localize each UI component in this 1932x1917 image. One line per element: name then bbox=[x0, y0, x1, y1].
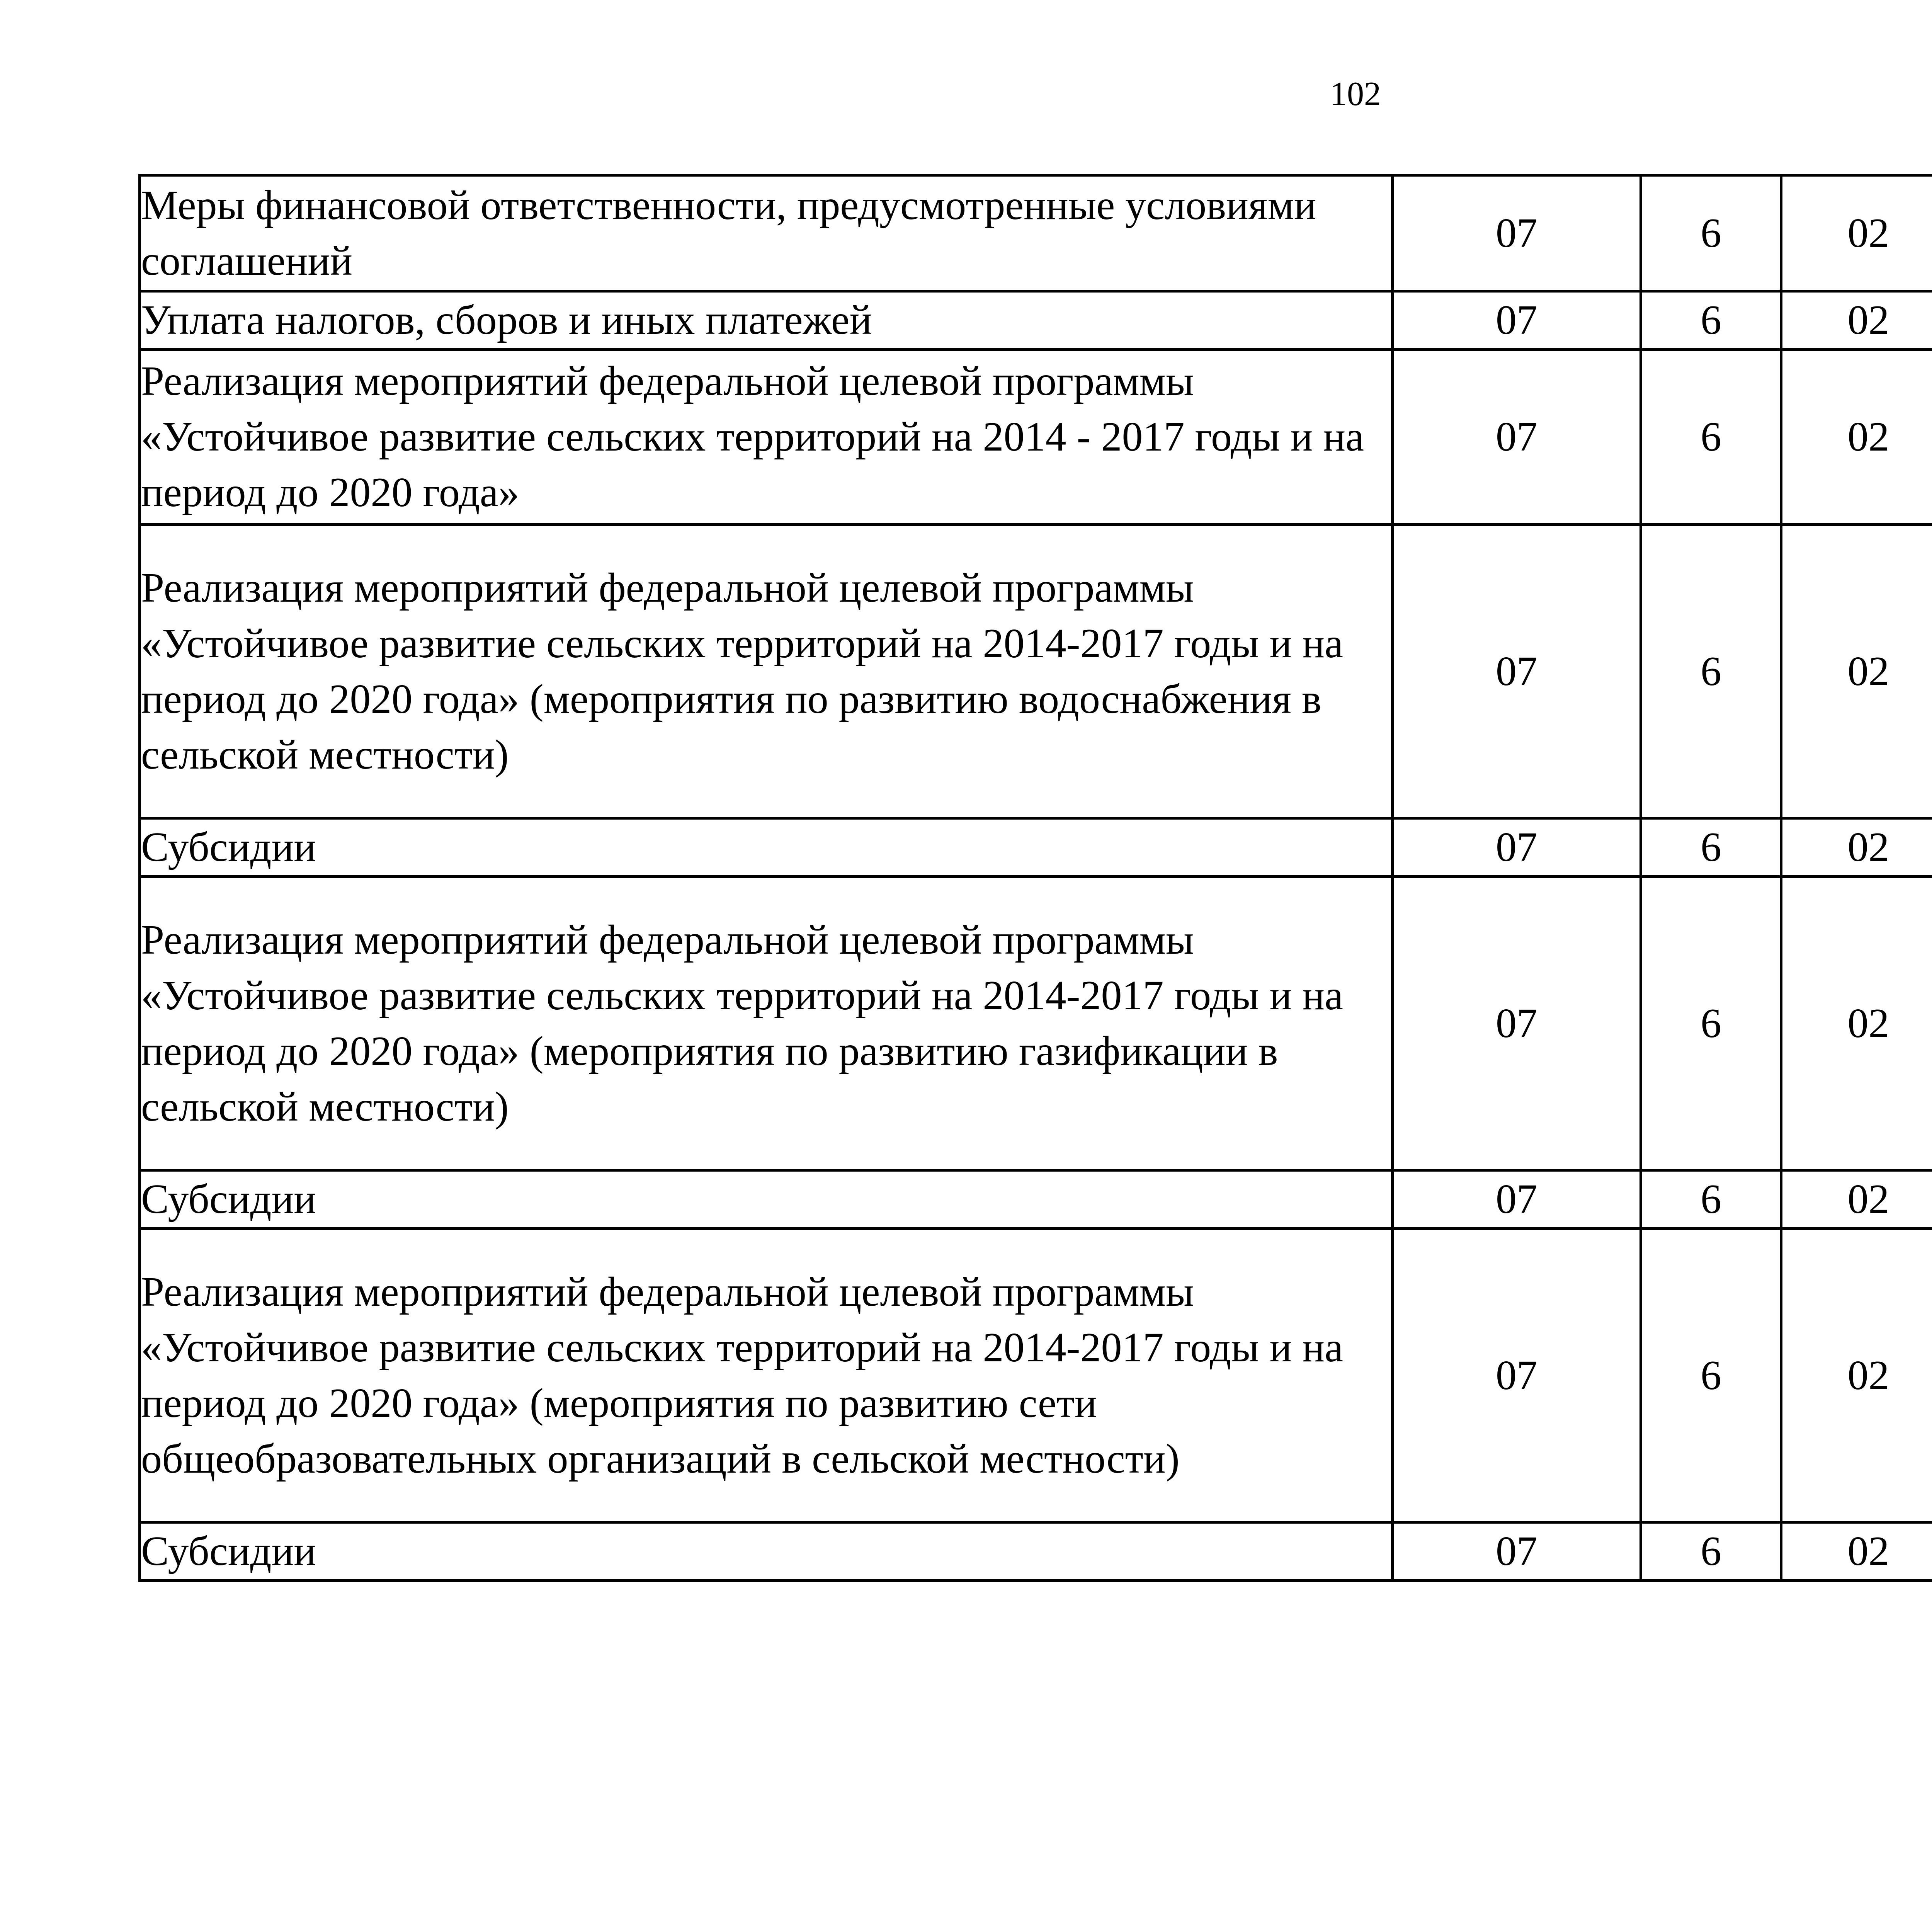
budget-table bbox=[138, 174, 1932, 1582]
row-section: 07 bbox=[1393, 525, 1641, 818]
row-program: 6 bbox=[1641, 1170, 1781, 1229]
table-row bbox=[140, 877, 1932, 1170]
row-subprogram: 02 bbox=[1781, 877, 1932, 1170]
row-program: 6 bbox=[1641, 291, 1781, 350]
row-subprogram: 02 bbox=[1781, 525, 1932, 818]
row-subprogram: 02 bbox=[1781, 175, 1932, 291]
page-number: 102 bbox=[1330, 75, 1381, 113]
row-name: Уплата налогов, сборов и иных платежей bbox=[140, 291, 1393, 350]
table-row bbox=[140, 1229, 1932, 1522]
row-section: 07 bbox=[1393, 1522, 1641, 1581]
row-section: 07 bbox=[1393, 175, 1641, 291]
row-section: 07 bbox=[1393, 1170, 1641, 1229]
row-name: Реализация мероприятий федеральной целевой программы «Устойчивое развитие сельских территорий на 2014 - 2017 годы и на период до 2020 года» bbox=[140, 350, 1393, 525]
row-section: 07 bbox=[1393, 291, 1641, 350]
table-row bbox=[140, 1522, 1932, 1581]
row-program: 6 bbox=[1641, 525, 1781, 818]
row-name: Реализация мероприятий федеральной целевой программы «Устойчивое развитие сельских территорий на 2014-2017 годы и на период до 2020 года» (мероприятия по развитию водоснабжения в сельской местности) bbox=[140, 525, 1393, 818]
row-subprogram: 02 bbox=[1781, 818, 1932, 877]
table-row bbox=[140, 291, 1932, 350]
row-section: 07 bbox=[1393, 350, 1641, 525]
row-section: 07 bbox=[1393, 877, 1641, 1170]
row-program: 6 bbox=[1641, 1522, 1781, 1581]
row-section: 07 bbox=[1393, 818, 1641, 877]
row-name: Реализация мероприятий федеральной целевой программы «Устойчивое развитие сельских территорий на 2014-2017 годы и на период до 2020 года» (мероприятия по развитию сети общеобразовательных организаций в сельской местности) bbox=[140, 1229, 1393, 1522]
row-subprogram: 02 bbox=[1781, 1522, 1932, 1581]
row-subprogram: 02 bbox=[1781, 1170, 1932, 1229]
table-row bbox=[140, 525, 1932, 818]
row-program: 6 bbox=[1641, 877, 1781, 1170]
row-program: 6 bbox=[1641, 350, 1781, 525]
table-row bbox=[140, 818, 1932, 877]
table-row bbox=[140, 1170, 1932, 1229]
table-row bbox=[140, 350, 1932, 525]
row-program: 6 bbox=[1641, 175, 1781, 291]
row-name: Меры финансовой ответственности, предусмотренные условиями соглашений bbox=[140, 175, 1393, 291]
row-subprogram: 02 bbox=[1781, 350, 1932, 525]
row-program: 6 bbox=[1641, 1229, 1781, 1522]
row-section: 07 bbox=[1393, 1229, 1641, 1522]
row-name: Субсидии bbox=[140, 818, 1393, 877]
row-subprogram: 02 bbox=[1781, 1229, 1932, 1522]
row-subprogram: 02 bbox=[1781, 291, 1932, 350]
row-program: 6 bbox=[1641, 818, 1781, 877]
row-name: Субсидии bbox=[140, 1522, 1393, 1581]
row-name: Субсидии bbox=[140, 1170, 1393, 1229]
table-row bbox=[140, 175, 1932, 291]
row-name: Реализация мероприятий федеральной целевой программы «Устойчивое развитие сельских территорий на 2014-2017 годы и на период до 2020 года» (мероприятия по развитию газификации в сельской местности) bbox=[140, 877, 1393, 1170]
